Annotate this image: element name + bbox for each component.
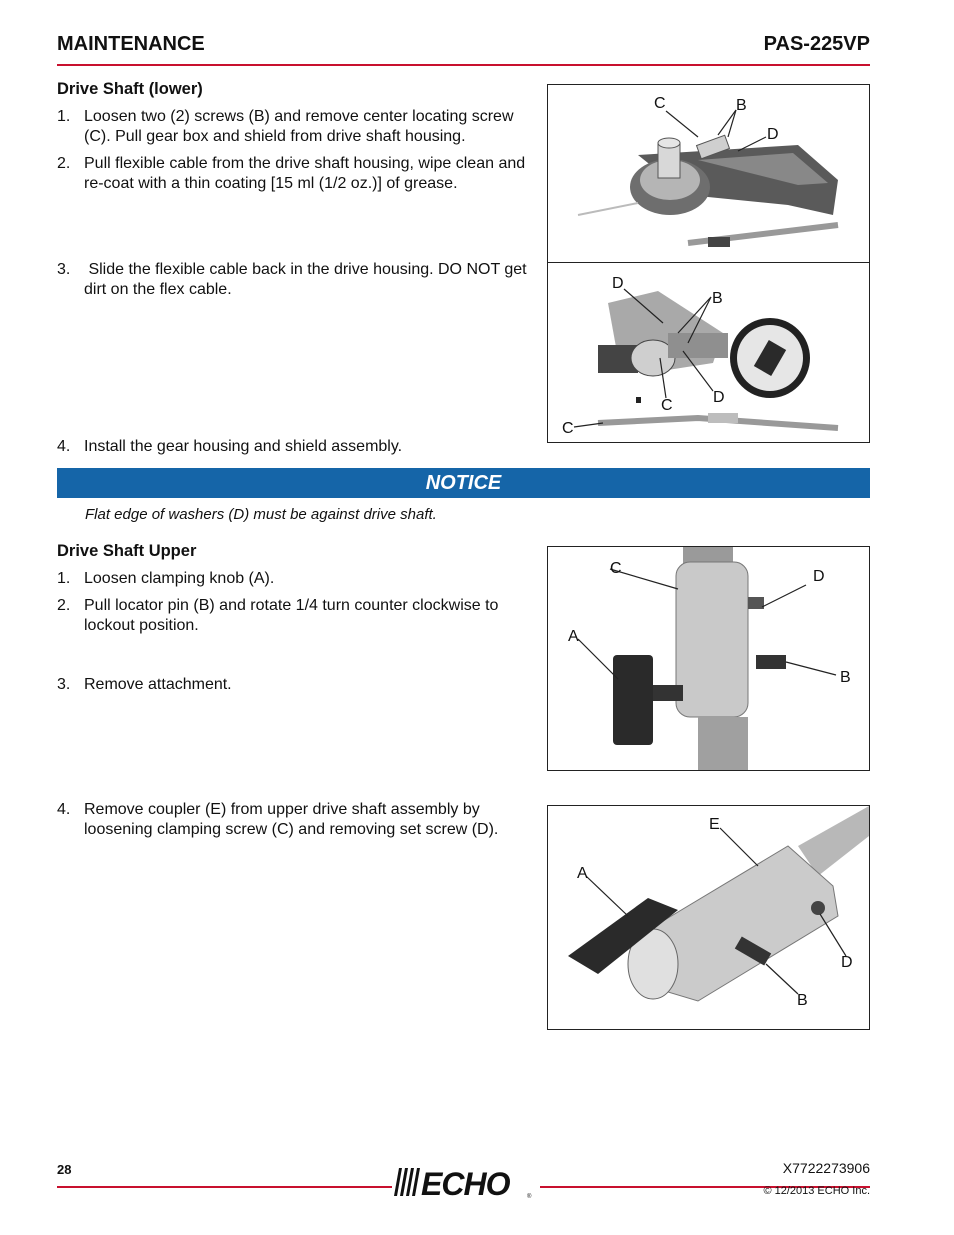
step-number: 1. bbox=[57, 570, 71, 587]
step-text: Pull locator pin (B) and rotate 1/4 turn counter clockwise to lockout position. bbox=[84, 597, 499, 634]
step-number: 3. bbox=[57, 261, 71, 278]
footer-rule-left bbox=[57, 1186, 392, 1188]
coupler-illustration bbox=[548, 806, 869, 1029]
step-number: 4. bbox=[57, 801, 71, 818]
label-b: B bbox=[712, 290, 723, 307]
gear-box-illustration bbox=[548, 85, 869, 263]
step-number: 2. bbox=[57, 155, 71, 172]
lower-step-1 bbox=[57, 107, 537, 147]
section-title: MAINTENANCE bbox=[57, 33, 205, 55]
step-text: Loosen clamping knob (A). bbox=[84, 570, 275, 587]
upper-step-3 bbox=[57, 675, 537, 695]
header-rule bbox=[57, 64, 870, 66]
step-text: Remove coupler (E) from upper drive shaft assembly by loosening clamping screw (C) and removing set screw (D). bbox=[84, 801, 499, 838]
label-c: C bbox=[661, 397, 673, 414]
label-e: E bbox=[709, 816, 720, 833]
document-number: X7722273906 bbox=[782, 1160, 870, 1176]
step-number: 3. bbox=[57, 676, 71, 693]
edger-head-photo bbox=[547, 262, 870, 443]
upper-step-1 bbox=[57, 569, 537, 589]
step-number: 1. bbox=[57, 108, 71, 125]
gear-box-shield-photo bbox=[547, 84, 870, 264]
label-d: D bbox=[841, 954, 853, 971]
label-b: B bbox=[797, 992, 808, 1009]
label-b: B bbox=[736, 97, 747, 114]
lower-step-4 bbox=[57, 437, 537, 457]
lower-step-3 bbox=[57, 260, 537, 300]
notice-text: Flat edge of washers (D) must be against drive shaft. bbox=[85, 506, 437, 523]
step-text: Install the gear housing and shield assembly. bbox=[84, 438, 403, 455]
notice-banner: NOTICE bbox=[57, 468, 870, 498]
step-text: Loosen two (2) screws (B) and remove center locating screw (C). Pull gear box and shield from drive shaft housing. bbox=[84, 108, 514, 145]
lower-section-heading: Drive Shaft (lower) bbox=[57, 80, 203, 98]
edger-head-illustration bbox=[548, 263, 869, 442]
page-number: 28 bbox=[57, 1162, 72, 1177]
upper-section-heading: Drive Shaft Upper bbox=[57, 542, 197, 560]
label-c: C bbox=[654, 95, 666, 112]
label-a: A bbox=[577, 865, 588, 882]
step-text: Slide the flexible cable back in the drive housing. DO NOT get dirt on the flex cable. bbox=[84, 261, 532, 298]
lower-step-2 bbox=[57, 154, 537, 194]
label-d-lower: D bbox=[713, 389, 725, 406]
step-number: 2. bbox=[57, 597, 71, 614]
upper-step-2 bbox=[57, 596, 537, 636]
step-number: 4. bbox=[57, 438, 71, 455]
echo-logo-mark bbox=[393, 1166, 538, 1200]
label-d: D bbox=[767, 126, 779, 143]
clamping-knob-photo bbox=[547, 546, 870, 771]
label-c-cable: C bbox=[562, 420, 574, 437]
step-text: Pull flexible cable from the drive shaft housing, wipe clean and re-coat with a thin coating [15 ml (1/2 oz.)] of grease. bbox=[84, 155, 526, 192]
model-number: PAS-225VP bbox=[763, 33, 870, 55]
label-b: B bbox=[840, 669, 851, 686]
copyright-notice: © 12/2013 ECHO Inc. bbox=[763, 1185, 870, 1197]
label-d: D bbox=[612, 275, 624, 292]
label-d: D bbox=[813, 568, 825, 585]
label-a: A bbox=[568, 628, 579, 645]
svg-text:®: ® bbox=[527, 1194, 532, 1200]
coupler-photo bbox=[547, 805, 870, 1030]
svg-text:ECHO: ECHO bbox=[421, 1166, 510, 1200]
label-c: C bbox=[610, 560, 622, 577]
upper-step-4 bbox=[57, 800, 537, 840]
echo-logo bbox=[393, 1166, 538, 1200]
step-text: Remove attachment. bbox=[84, 676, 232, 693]
